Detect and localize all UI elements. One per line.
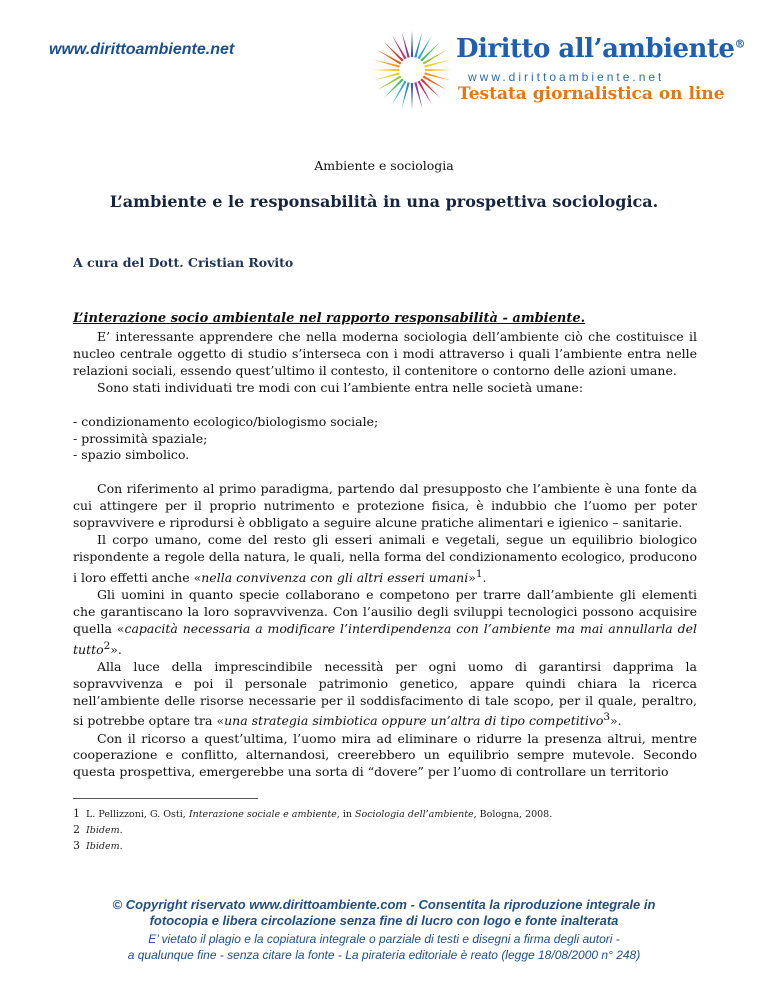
copyright-line: © Copyright riservato www.dirittoambiente.com - Consentita la riproduzione integrale in (112, 897, 656, 912)
article-author: A cura del Dott. Cristian Rovito (73, 255, 294, 270)
text-span: , Bologna, 2008. (473, 809, 553, 820)
text-span: , in (336, 809, 355, 820)
list-item: - spazio simbolico. (73, 447, 190, 463)
footnote (73, 838, 552, 854)
copyright-line: a qualunque fine - senza citare la fonte - La pirateria editoriale è reato (legge 18/08/2000 n° 248) (127, 948, 641, 962)
paragraph: Con il ricorso a quest’ultima, l’uomo mira ad eliminare o ridurre la presenza altrui, mentre cooperazione e conflitto, alternandosi, creerebbero un equilibrio sempre mutevole. Secondo questa prospettiva, emergerebbe una sorta di “dovere” per l’uomo di controllare un territorio (73, 730, 697, 780)
article-body (73, 329, 697, 781)
text-span: . (482, 570, 487, 586)
copyright-line: E’ vietato il plagio e la copiatura integrale o parziale di testi e disegni a firma degli autori - (148, 932, 620, 946)
header-logo (370, 26, 745, 116)
sun-ray (372, 69, 399, 71)
sun-ray (392, 35, 407, 59)
sun-ray (425, 69, 452, 71)
copyright-notice (0, 897, 768, 963)
text-span: » (468, 570, 476, 586)
quote: capacità necessaria a modificare l’interdipendenza con l’ambiente ma mai annullarla del tutto (73, 620, 697, 657)
sun-ray (392, 81, 407, 105)
sun-ray (417, 81, 432, 105)
text-span: ». (110, 641, 122, 657)
footnote-number: 2 (73, 823, 80, 836)
text-span: Ibidem. (86, 825, 123, 836)
bullet-list (73, 414, 697, 465)
footnote-divider (73, 798, 258, 799)
text-span: L. Pellizzoni, G. Osti, (86, 809, 189, 820)
article-title: L’ambiente e le responsabilità in una prospettiva sociologica. (109, 192, 659, 211)
footnote (73, 822, 552, 838)
list-item: - prossimità spaziale; (73, 430, 208, 446)
text-span: Gli uomini in quanto specie collaborano e competono per trarre dall’ambiente gli elementi che garantiscano la loro sopravvivenza. Con l’ausilio degli sviluppi tecnologici possono acquisire quella « (73, 586, 697, 636)
text-span: Il corpo umano, come del resto gli esseri animali e vegetali, segue un equilibrio biologico rispondente a regole della natura, le quali, nella forma del condizionamento ecologico, producono i loro effetti anche « (73, 532, 697, 586)
list-item: - condizionamento ecologico/biologismo sociale; (73, 413, 379, 429)
sun-ray (377, 75, 401, 90)
footnote-ref: 2 (103, 639, 111, 652)
paragraph: E’ interessante apprendere che nella moderna sociologia dell’ambiente ciò che costituisce il nucleo centrale oggetto di studio s’interseca con i modi attraverso i quali l’ambiente entra nelle relazioni sociali, essendo quest’ultimo il contesto, il contenitore o contorno delle azioni umane. (73, 329, 697, 378)
logo-subtitle: Testata giornalistica on line (458, 84, 725, 104)
section-label: Ambiente e sociologia (314, 158, 454, 173)
site-url[interactable]: www.dirittoambiente.net (49, 41, 235, 58)
sun-rays-icon (370, 28, 454, 112)
footnote-ref: 1 (475, 567, 483, 580)
sun-ray (377, 50, 401, 65)
sun-ray (411, 30, 413, 57)
quote: una strategia simbiotica oppure un’altra di tipo competitivo (224, 713, 604, 729)
logo-title-text: Diritto all’ambiente (456, 34, 735, 64)
paragraph (73, 587, 697, 659)
paragraph: Sono stati individuati tre modi con cui l’ambiente entra nelle società umane: (97, 379, 584, 395)
footnote-number: 1 (73, 807, 80, 820)
sun-ray (423, 75, 447, 90)
logo-title (456, 34, 745, 64)
text-span: Sociologia dell’ambiente (355, 809, 474, 820)
section-subheading: L’interazione socio ambientale nel rapporto responsabilità - ambiente. (73, 311, 586, 326)
sun-ray (423, 50, 447, 65)
quote: nella convivenza con gli altri esseri umani (201, 570, 469, 586)
paragraph (73, 532, 697, 587)
paragraph: Con riferimento al primo paradigma, partendo dal presupposto che l’ambiente è una fonte da cui attingere per il proprio nutrimento e protezione fisica, è indubbio che l’uomo per poter sopravvivere e riprodursi è obbligato a seguire alcune pratiche alimentari e igienico – sanitarie. (73, 481, 697, 531)
registered-mark: ® (734, 37, 745, 51)
copyright-line: fotocopia e libera circolazione senza fine di lucro con logo e fonte inalterata (149, 913, 619, 928)
footnote-number: 3 (73, 839, 80, 852)
paragraph (73, 659, 697, 731)
text-span: Ibidem. (86, 841, 123, 852)
footnote-ref: 3 (603, 711, 610, 724)
text-span: ». (610, 713, 622, 729)
text-span: Alla luce della imprescindibile necessità per ogni uomo di garantirsi dapprima la sopravvivenza e poi il personale patrimonio genetico, appare quindi chiara la ricerca nell’ambiente delle risorse necessarie per il soddisfacimento di tale scopo, per il quale, peraltro, si potrebbe optare tra « (73, 658, 697, 729)
logo-url: www.dirittoambiente.net (468, 70, 665, 84)
footnote (73, 806, 552, 822)
footnotes (73, 806, 552, 854)
sun-ray (417, 35, 432, 59)
text-span: Interazione sociale e ambiente (188, 809, 337, 820)
sun-ray (411, 83, 413, 110)
